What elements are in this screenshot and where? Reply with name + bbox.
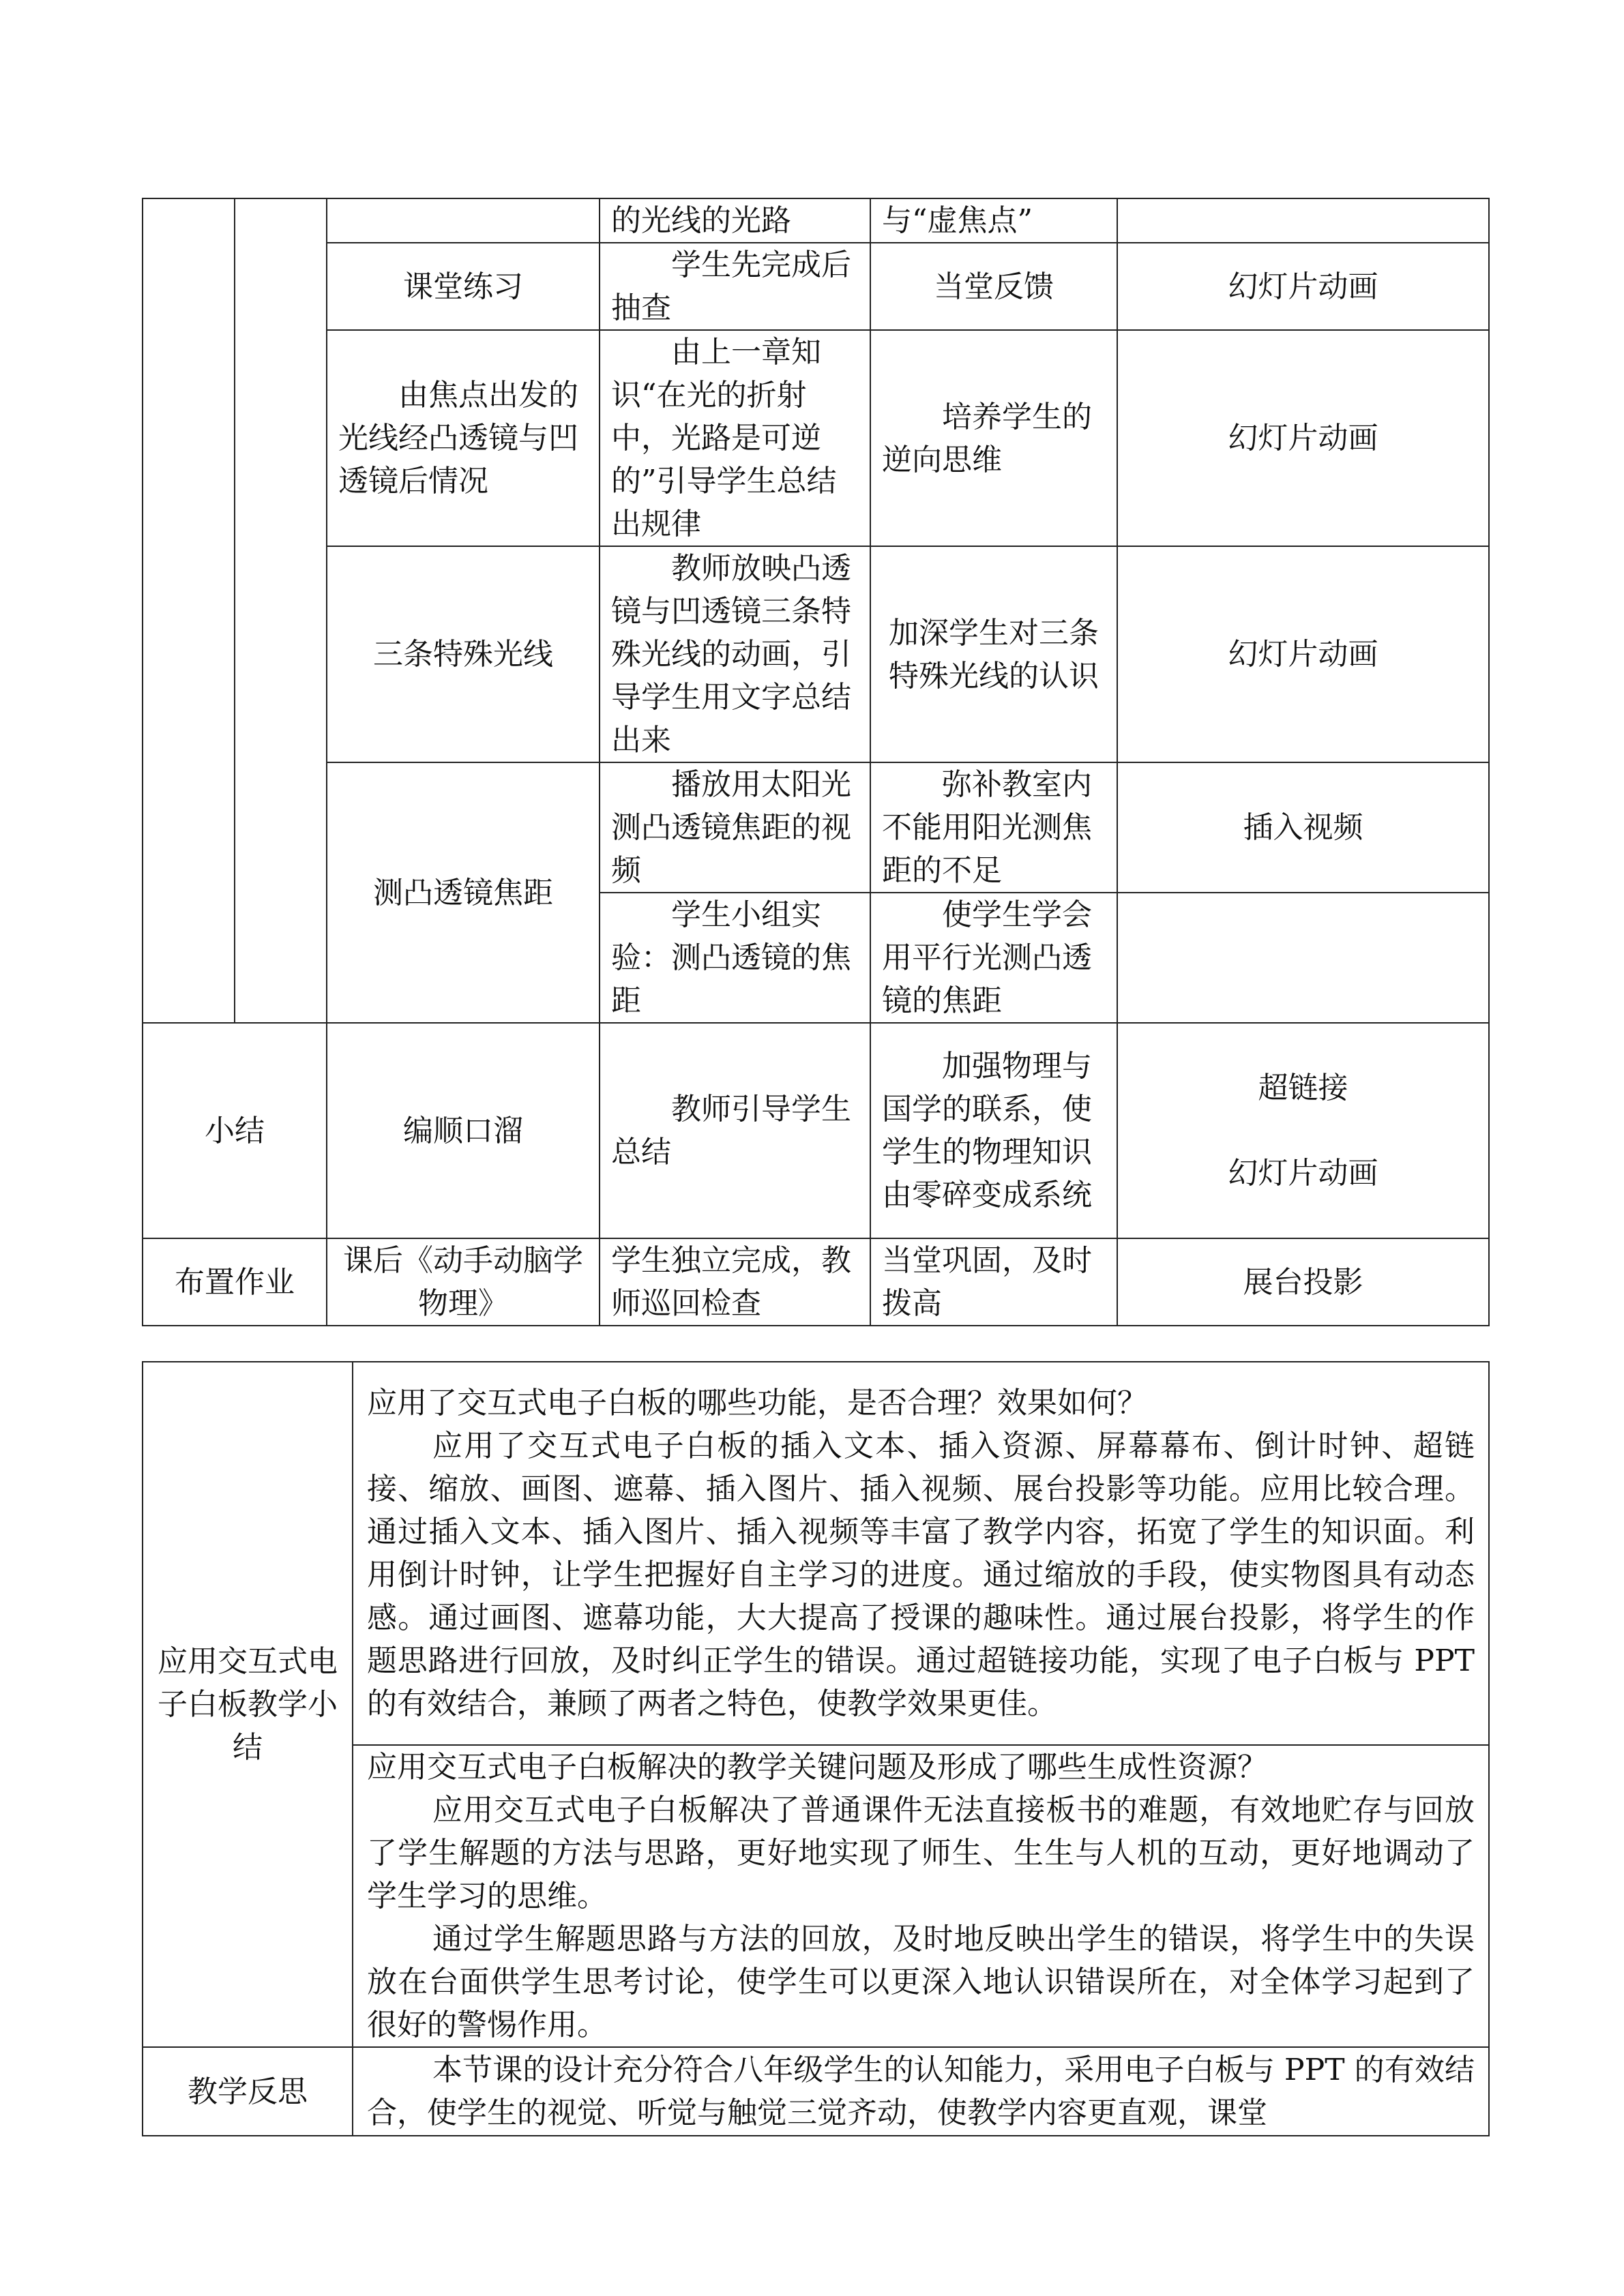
tool-cell xyxy=(1117,1023,1489,1238)
question-text: 应用了交互式电子白板的哪些功能，是否合理？效果如何？ xyxy=(367,1386,1147,1420)
stage-cell xyxy=(143,198,235,1023)
process-cell: 学生独立完成，教师巡回检查 xyxy=(600,1238,870,1326)
intent-cell: 当堂巩固，及时拨高 xyxy=(870,1238,1117,1326)
intent-cell: 培养学生的逆向思维 xyxy=(870,330,1117,546)
whiteboard-summary-label: 应用交互式电子白板教学小结 xyxy=(143,1362,353,2047)
topic-cell xyxy=(327,198,600,243)
topic-cell: 由焦点出发的光线经凸透镜与凹透镜后情况 xyxy=(327,330,600,546)
topic-cell: 三条特殊光线 xyxy=(327,546,600,762)
tool-cell: 幻灯片动画 xyxy=(1117,546,1489,762)
process-cell: 教师放映凸透镜与凹透镜三条特殊光线的动画，引导学生用文字总结出来 xyxy=(600,546,870,762)
tool-cell: 插入视频 xyxy=(1117,762,1489,893)
topic-cell: 课后《动手动脑学物理》 xyxy=(327,1238,600,1326)
question-text: 应用交互式电子白板解决的教学关键问题及形成了哪些生成性资源？ xyxy=(367,1750,1267,1785)
process-cell: 学生先完成后抽查 xyxy=(600,243,870,330)
tool-cell: 幻灯片动画 xyxy=(1117,330,1489,546)
process-cell: 教师引导学生总结 xyxy=(600,1023,870,1238)
topic-cell: 课堂练习 xyxy=(327,243,600,330)
stage-label-summary: 小结 xyxy=(143,1023,327,1238)
intent-cell: 当堂反馈 xyxy=(870,243,1117,330)
substage-cell xyxy=(235,198,327,1023)
intent-cell: 弥补教室内不能用阳光测焦距的不足 xyxy=(870,762,1117,893)
answer-text: 应用交互式电子白板解决了普通课件无法直接板书的难题，有效地贮存与回放了学生解题的方法与思路，更好地实现了师生、生生与人机的互动，更好地调动了学生学习的思维。 xyxy=(367,1793,1475,1913)
tool-cell xyxy=(1117,893,1489,1023)
intent-cell: 使学生学会用平行光测凸透镜的焦距 xyxy=(870,893,1117,1023)
whiteboard-resources-cell xyxy=(353,1745,1489,2047)
tool-cell: 幻灯片动画 xyxy=(1117,243,1489,330)
stage-label-homework: 布置作业 xyxy=(143,1238,327,1326)
intent-cell: 加强物理与国学的联系，使学生的物理知识由零碎变成系统 xyxy=(870,1023,1117,1238)
tool-line: 幻灯片动画 xyxy=(1228,1156,1378,1191)
teaching-reflection-cell xyxy=(353,2047,1489,2136)
tool-cell xyxy=(1117,198,1489,243)
process-cell: 播放用太阳光测凸透镜焦距的视频 xyxy=(600,762,870,893)
topic-cell: 测凸透镜焦距 xyxy=(327,762,600,1023)
process-cell: 的光线的光路 xyxy=(600,198,870,243)
lesson-process-table xyxy=(142,198,1490,1326)
process-cell: 由上一章知识“在光的折射中，光路是可逆的”引导学生总结出规律 xyxy=(600,330,870,546)
teaching-reflection-label: 教学反思 xyxy=(143,2047,353,2136)
tool-cell: 展台投影 xyxy=(1117,1238,1489,1326)
tool-line: 超链接 xyxy=(1258,1071,1348,1105)
answer-text: 通过学生解题思路与方法的回放，及时地反映出学生的错误，将学生中的失误放在台面供学生思考讨论，使学生可以更深入地认识错误所在，对全体学习起到了很好的警惕作用。 xyxy=(367,1922,1475,2042)
answer-text: 应用了交互式电子白板的插入文本、插入资源、屏幕幕布、倒计时钟、超链接、缩放、画图、遮幕、插入图片、插入视频、展台投影等功能。应用比较合理。通过插入文本、插入图片、插入视频等丰富了教学内容，拓宽了学生的知识面。利用倒计时钟，让学生把握好自主学习的进度。通过缩放的手段，使实物图具有动态感。通过画图、遮幕功能，大大提高了授课的趣味性。通过展台投影，将学生的作题思路进行回放，及时纠正学生的错误。通过超链接功能，实现了电子白板与 PPT 的有效结合，兼顾了两者之特色，使教学效果更佳。 xyxy=(367,1429,1475,1721)
intent-cell: 加深学生对三条特殊光线的认识 xyxy=(870,546,1117,762)
reflection-text: 本节课的设计充分符合八年级学生的认知能力，采用电子白板与 PPT 的有效结合，使学生的视觉、听觉与触觉三觉齐动，使教学内容更直观，课堂 xyxy=(367,2053,1475,2130)
topic-cell: 编顺口溜 xyxy=(327,1023,600,1238)
whiteboard-summary-table xyxy=(142,1361,1490,2136)
whiteboard-functions-cell xyxy=(353,1362,1489,1745)
intent-cell: 与“虚焦点” xyxy=(870,198,1117,243)
process-cell: 学生小组实验：测凸透镜的焦距 xyxy=(600,893,870,1023)
